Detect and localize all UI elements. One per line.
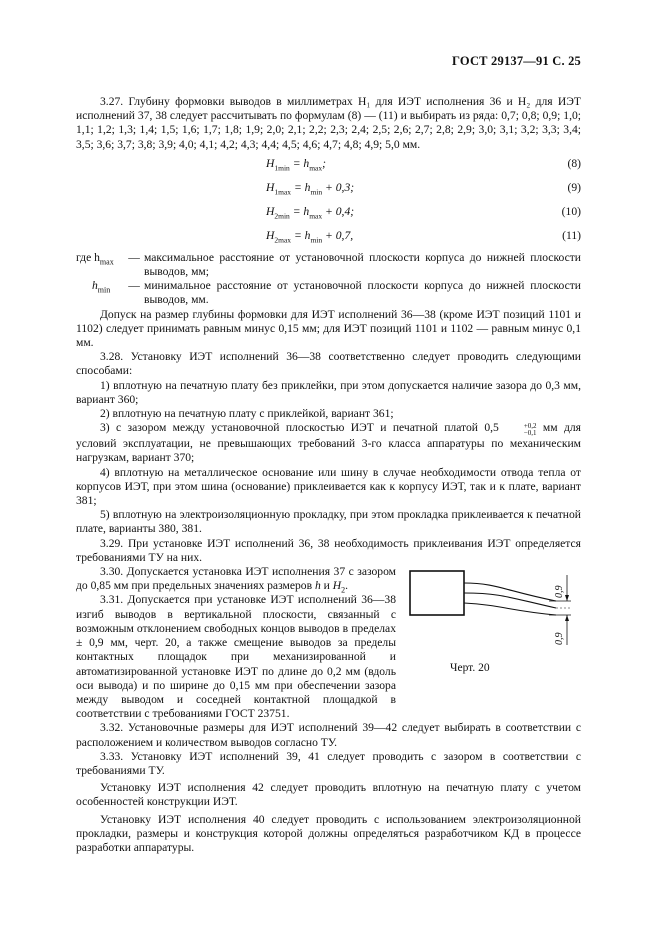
- definition-hmin: $h_{min}$ — минимальное расстояние от установочной плоскости корпуса до нижней плоскости выводов, мм.: [92, 279, 581, 307]
- formula-number: (8): [567, 156, 581, 170]
- list-item-1: 1) вплотную на печатную плату без приклейки, при этом допускается наличие зазора до 0,3 мм, вариант 360;: [76, 378, 581, 406]
- formula-number: (11): [562, 228, 581, 242]
- paragraph-3-27: 3.27. Глубину формовки выводов в миллиметрах H₁ для ИЭТ исполнения 36 и H₂ для ИЭТ исполнений 37, 38 следует рассчитывать по формулам (8) — (11) и выбирать из ряда: 0,7; 0,8; 0,9; 1,0; 1,1; 1,2; 1,3; 1,4; 1,5; 1,6; 1,7; 1,8; 1,9; 2,0; 2,1; 2,2; 2,3; 2,4; 2,5; 2,6; 2,7; 2,8; 2,9; 3,0; 3,1; 3,2; 3,3; 3,4; 3,5; 3,6; 3,7; 3,8; 3,9; 4,0; 4,1; 4,2; 4,3; 4,4; 4,5; 4,6; 4,7; 4,8; 4,9; 5,0 мм.: [76, 95, 581, 151]
- definition-hmax: где $h_{max}$ — максимальное расстояние от установочной плоскости корпуса до нижней плоскости выводов, мм;: [76, 250, 581, 279]
- tolerance-paragraph: Допуск на размер глубины формовки для ИЭТ исполнений 36—38 (кроме ИЭТ позиций 1101 и 1102) следует принимать равным минус 0,15 мм; для ИЭТ позиций 1101 и 1102 — равным минус 0,1 мм.: [76, 307, 581, 350]
- document-body: [76, 95, 581, 855]
- dimension-label-top: 0,9: [554, 585, 565, 599]
- paragraph-3-28: 3.28. Установку ИЭТ исполнений 36—38 соответственно следует проводить следующими способами:: [76, 350, 581, 378]
- lead-middle: [464, 593, 556, 608]
- formula-number: (10): [561, 204, 581, 218]
- list-item-3: 3) с зазором между установочной плоскостью ИЭТ и печатной платой 0,5 +0,2 −0,1 мм для условий эксплуатации, не превышающих требований 3-го класса аппаратуры по механическим нагрузкам, вариант 370;: [76, 421, 581, 465]
- figure-caption: Черт. 20: [450, 662, 490, 675]
- tolerance-superscript: +0,2 −0,1: [523, 422, 537, 438]
- formula-11: $H_{2max} = h_{min} + 0,7$, (11): [266, 228, 581, 245]
- paragraph-3-31: 3.31. Допускается при установке ИЭТ исполнений 36—38 изгиб выводов в вертикальной плоскости, связанный с возможным отклонением свободных концов выводов в пределах ± 0,9 мм, черт. 20, а также смещение выводов за пределы контактных площадок при механизированной и автоматизированной установке ИЭТ по длине до 0,2 мм (вдоль оси вывода) и по ширине до 0,15 мм при обеспечении зазора между выводом и соседней контактной площадкой в соответствии с требованиями ГОСТ 23751.: [76, 593, 396, 721]
- dimension-label-bottom: 0,9: [554, 632, 565, 646]
- paragraph-execution-40: Установку ИЭТ исполнения 40 следует проводить с использованием электроизоляционной прокладки, размеры и конструкция которой должны определяться разработчиком КД в процессе разработки аппаратуры.: [76, 812, 581, 854]
- formula-number: (9): [567, 180, 581, 194]
- section-with-figure: [76, 565, 581, 721]
- list-item-2: 2) вплотную на печатную плату с приклейкой, вариант 361;: [100, 407, 394, 421]
- component-body: [410, 571, 464, 615]
- list-item-5: 5) вплотную на электроизоляционную прокладку, при этом прокладка приклеивается к печатной плате, варианты 380, 381.: [76, 508, 581, 536]
- formula-10: $H_{2min} = h_{max} + 0,4$; (10): [266, 204, 581, 221]
- paragraph-3-30: 3.30. Допускается установка ИЭТ исполнения 37 с зазором до 0,85 мм при предельных значениях размеров h и $H_2$.: [76, 565, 396, 595]
- lead-bend-drawing: [406, 565, 581, 660]
- formula-9: $H_{1max} = h_{min} + 0,3$; (9): [266, 180, 581, 197]
- paragraph-3-32: 3.32. Установочные размеры для ИЭТ исполнений 39—42 следует выбирать в соответствии с расположением и количеством выводов согласно ТУ.: [76, 721, 581, 749]
- paragraph-3-33: 3.33. Установку ИЭТ исполнений 39, 41 следует проводить с зазором в соответствии с требованиями ТУ.: [76, 749, 581, 777]
- page-header: ГОСТ 29137—91 С. 25: [452, 54, 581, 68]
- figure-20: [406, 565, 581, 683]
- formula-8: $H_{1min} = h_{max}$; (8): [266, 156, 581, 173]
- lead-upper: [464, 583, 556, 601]
- paragraph-3-29: 3.29. При установке ИЭТ исполнений 36, 38 необходимость приклеивания ИЭТ определяется требованиями ТУ на них.: [76, 536, 581, 564]
- list-item-4: 4) вплотную на металлическое основание или шину в случае необходимости отвода тепла от корпусов ИЭТ, при этом шина (основание) приклеивается как к корпусу ИЭТ, так и к плате, вариант 381;: [76, 465, 581, 508]
- paragraph-execution-42: Установку ИЭТ исполнения 42 следует проводить вплотную на печатную плату с учетом особенностей конструкции ИЭТ.: [76, 781, 581, 809]
